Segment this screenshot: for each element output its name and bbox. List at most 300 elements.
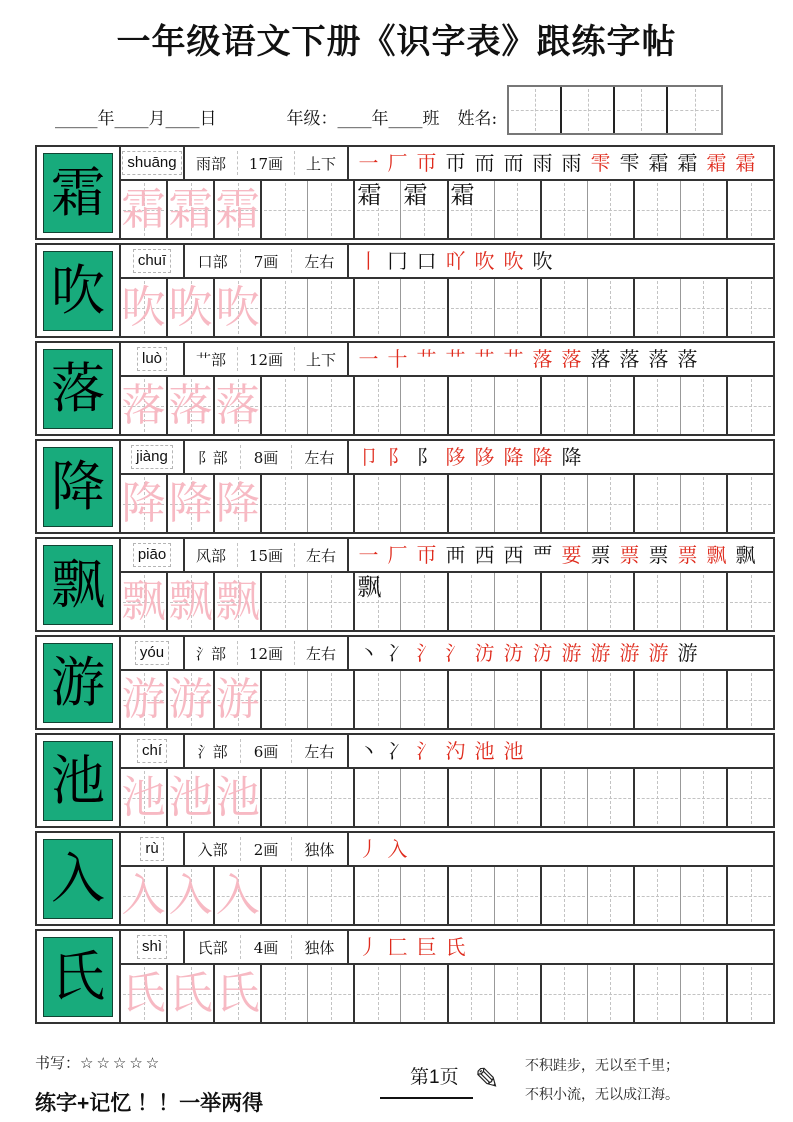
practice-cell xyxy=(635,377,681,434)
practice-cell xyxy=(542,377,588,434)
guide-line-h xyxy=(497,896,538,897)
character-column xyxy=(37,343,121,434)
stroke-order-step: 吹 xyxy=(474,251,495,271)
stroke-order-step: 汋 xyxy=(445,741,466,761)
practice-cell xyxy=(262,671,308,728)
stroke-order-step: 卩 xyxy=(358,447,379,467)
stroke-order-step: 丶 xyxy=(358,643,379,663)
practice-cell xyxy=(449,965,495,1022)
character-green-box: 池 xyxy=(43,741,113,821)
radical-label: 氵部 xyxy=(197,742,228,761)
guide-line-h xyxy=(590,798,631,799)
practice-cell xyxy=(121,965,168,1022)
stroke-order-step: 飘 xyxy=(706,545,727,565)
guide-line-v xyxy=(471,477,472,530)
practice-cell xyxy=(449,867,495,924)
guide-line-v xyxy=(657,673,658,726)
guide-line-h xyxy=(637,406,678,407)
character-row xyxy=(35,341,775,436)
stroke-order-step: 落 xyxy=(561,349,582,369)
guide-line-v xyxy=(751,379,752,432)
practice-cells-row xyxy=(121,965,773,1022)
guide-line-h xyxy=(310,994,351,995)
divider xyxy=(240,837,241,861)
practice-cells-row xyxy=(121,769,773,826)
stroke-order-step: 游 xyxy=(677,643,698,663)
guide-line-v xyxy=(610,967,611,1020)
stroke-order-step: 一 xyxy=(358,153,379,173)
guide-line-v xyxy=(657,771,658,824)
practice-cell xyxy=(635,671,681,728)
trace-character: 吹 xyxy=(215,281,260,333)
stroke-order-band xyxy=(349,545,773,565)
stroke-order-step: 霜 xyxy=(735,153,756,173)
stroke-order-step: 落 xyxy=(648,349,669,369)
guide-line-v xyxy=(378,281,379,334)
stroke-order-step: 口 xyxy=(416,251,437,271)
guide-line-h xyxy=(357,308,398,309)
stroke-order-step: 而 xyxy=(474,153,495,173)
stroke-order-step: 降 xyxy=(503,447,524,467)
guide-line-v xyxy=(657,575,658,628)
trace-character: 霜 xyxy=(121,183,166,235)
guide-line-h xyxy=(730,700,771,701)
practice-cell xyxy=(681,181,728,238)
guide-line-v xyxy=(285,477,286,530)
character-green-box: 飘 xyxy=(43,545,113,625)
practice-cell xyxy=(121,475,168,532)
guide-line-h xyxy=(637,210,678,211)
trace-character: 降 xyxy=(215,477,260,529)
guide-line-h xyxy=(264,504,305,505)
guide-line-h xyxy=(617,110,664,111)
guide-line-h xyxy=(264,994,305,995)
stroke-order-step: 氵 xyxy=(416,643,437,663)
structure-label: 上下 xyxy=(305,350,336,369)
practice-cell xyxy=(635,475,681,532)
stroke-order-step: 艹 xyxy=(503,349,524,369)
stroke-order-step: 汸 xyxy=(474,643,495,663)
guide-line-h xyxy=(590,896,631,897)
pinyin-label: chuī xyxy=(133,249,171,274)
practice-cell xyxy=(681,769,728,826)
guide-line-h xyxy=(590,504,631,505)
practice-cell xyxy=(308,377,355,434)
guide-line-h xyxy=(730,504,771,505)
star-rating-icons: ☆☆☆☆☆ xyxy=(80,1054,163,1072)
practice-cell xyxy=(262,965,308,1022)
practice-cell xyxy=(495,377,542,434)
guide-line-v xyxy=(285,379,286,432)
practice-cell xyxy=(168,279,215,336)
stroke-order-band xyxy=(349,741,773,761)
stroke-order-step: 票 xyxy=(677,545,698,565)
guide-line-v xyxy=(703,575,704,628)
stroke-order-step: 票 xyxy=(648,545,669,565)
guide-line-h xyxy=(264,896,305,897)
practice-cell xyxy=(728,573,773,630)
guide-line-h xyxy=(357,210,398,211)
guide-line-h xyxy=(590,700,631,701)
stroke-order-step: 要 xyxy=(561,545,582,565)
guide-line-h xyxy=(403,798,444,799)
stroke-count-label: 6画 xyxy=(253,742,279,761)
name-grid-cell xyxy=(562,87,615,133)
pinyin-cell xyxy=(121,441,185,473)
practice-cell xyxy=(168,769,215,826)
guide-line-h xyxy=(451,602,492,603)
guide-line-h xyxy=(637,602,678,603)
character-green-box: 霜 xyxy=(43,153,113,233)
guide-line-v xyxy=(331,281,332,334)
practice-cell xyxy=(588,769,635,826)
divider xyxy=(291,837,292,861)
guide-line-v xyxy=(331,183,332,236)
guide-line-h xyxy=(357,798,398,799)
character-column xyxy=(37,931,121,1022)
practice-cell xyxy=(635,965,681,1022)
stroke-order-step: 冫 xyxy=(387,643,408,663)
practice-cell xyxy=(728,475,773,532)
stroke-count-label: 12画 xyxy=(248,644,284,663)
stroke-order-step: 霜 xyxy=(677,153,698,173)
guide-line-h xyxy=(730,798,771,799)
stroke-order-step: 池 xyxy=(503,741,524,761)
stroke-count-label: 15画 xyxy=(248,546,284,565)
practice-cell xyxy=(262,377,308,434)
practice-cell xyxy=(495,867,542,924)
guide-line-v xyxy=(564,477,565,530)
guide-line-v xyxy=(378,477,379,530)
pinyin-label: jiàng xyxy=(131,445,173,470)
practice-cell xyxy=(355,377,401,434)
class-fill-line: 年级：____年____班 xyxy=(286,109,440,129)
guide-line-h xyxy=(403,994,444,995)
trace-character: 入 xyxy=(215,869,260,921)
practice-cell xyxy=(635,867,681,924)
guide-line-h xyxy=(497,994,538,995)
divider xyxy=(291,935,292,959)
row-right xyxy=(121,931,773,1022)
practice-cell xyxy=(308,965,355,1022)
trace-character: 池 xyxy=(121,771,166,823)
info-cell xyxy=(185,931,349,963)
stroke-order-step: 雫 xyxy=(619,153,640,173)
practice-cell xyxy=(588,671,635,728)
guide-line-v xyxy=(751,869,752,922)
practice-cell xyxy=(121,867,168,924)
guide-line-h xyxy=(497,798,538,799)
divider xyxy=(240,445,241,469)
practice-cell xyxy=(728,181,773,238)
row-info-strip xyxy=(121,441,773,475)
guide-line-v xyxy=(610,379,611,432)
stroke-order-step: 艹 xyxy=(474,349,495,369)
guide-line-v xyxy=(517,967,518,1020)
guide-line-v xyxy=(751,673,752,726)
trace-character: 落 xyxy=(215,379,260,431)
practice-cell xyxy=(308,573,355,630)
practice-cells-row xyxy=(121,573,773,630)
guide-line-h xyxy=(403,308,444,309)
guide-line-h xyxy=(451,406,492,407)
guide-line-h xyxy=(497,210,538,211)
stroke-order-step: 池 xyxy=(474,741,495,761)
guide-line-h xyxy=(264,700,305,701)
guide-line-v xyxy=(703,771,704,824)
stroke-order-step: 游 xyxy=(648,643,669,663)
practice-cell xyxy=(355,867,401,924)
character-row xyxy=(35,145,775,240)
practice-cell xyxy=(215,867,262,924)
guide-line-h xyxy=(637,798,678,799)
structure-label: 上下 xyxy=(305,154,336,173)
practice-cell xyxy=(495,671,542,728)
trace-character: 池 xyxy=(215,771,260,823)
guide-line-v xyxy=(517,869,518,922)
practice-cell xyxy=(495,769,542,826)
practice-cell xyxy=(495,573,542,630)
stroke-order-step: 雨 xyxy=(532,153,553,173)
practice-cell xyxy=(355,671,401,728)
stroke-order-step: 汸 xyxy=(532,643,553,663)
guide-line-h xyxy=(264,308,305,309)
divider xyxy=(240,935,241,959)
row-right xyxy=(121,147,773,238)
guide-line-v xyxy=(424,477,425,530)
guide-line-h xyxy=(730,896,771,897)
guide-line-v xyxy=(424,575,425,628)
guide-line-h xyxy=(544,700,585,701)
radical-label: 氵部 xyxy=(195,644,226,663)
row-right xyxy=(121,637,773,728)
stroke-order-band xyxy=(349,251,773,271)
guide-line-h xyxy=(730,308,771,309)
guide-line-h xyxy=(451,210,492,211)
stroke-order-step: 一 xyxy=(358,545,379,565)
guide-line-h xyxy=(357,896,398,897)
trace-character: 氏 xyxy=(121,967,166,1019)
practice-cell xyxy=(355,181,401,238)
practice-cell xyxy=(542,867,588,924)
practice-cell xyxy=(728,279,773,336)
guide-line-h xyxy=(310,602,351,603)
trace-character: 降 xyxy=(168,477,213,529)
practice-cell xyxy=(635,181,681,238)
practice-cell xyxy=(728,671,773,728)
guide-line-v xyxy=(657,477,658,530)
guide-line-h xyxy=(310,798,351,799)
guide-line-h xyxy=(544,210,585,211)
info-cell xyxy=(185,637,349,669)
guide-line-h xyxy=(683,994,724,995)
guide-line-v xyxy=(285,673,286,726)
guide-line-h xyxy=(637,994,678,995)
guide-line-h xyxy=(590,602,631,603)
practice-cell xyxy=(308,867,355,924)
guide-line-h xyxy=(451,798,492,799)
guide-line-h xyxy=(544,896,585,897)
stroke-order-step: 飘 xyxy=(735,545,756,565)
guide-line-v xyxy=(517,281,518,334)
stroke-order-step: 落 xyxy=(532,349,553,369)
guide-line-v xyxy=(331,869,332,922)
character-green-box: 入 xyxy=(43,839,113,919)
practice-cell xyxy=(588,867,635,924)
practice-cell xyxy=(308,279,355,336)
trace-character: 氏 xyxy=(215,967,260,1019)
info-cell xyxy=(185,833,349,865)
practice-cell xyxy=(401,573,448,630)
guide-line-h xyxy=(310,308,351,309)
practice-cell xyxy=(401,377,448,434)
row-info-strip xyxy=(121,147,773,181)
pinyin-label: shuāng xyxy=(122,151,181,176)
name-label: 姓名: xyxy=(457,109,498,129)
stroke-order-step: 阝 xyxy=(387,447,408,467)
pinyin-label: yóu xyxy=(135,641,169,666)
guide-line-h xyxy=(683,210,724,211)
practice-cell xyxy=(588,181,635,238)
pinyin-cell xyxy=(121,637,185,669)
guide-line-v xyxy=(517,183,518,236)
divider xyxy=(237,151,238,175)
guide-line-h xyxy=(451,700,492,701)
row-right xyxy=(121,539,773,630)
stroke-order-band xyxy=(349,937,773,957)
practice-cell xyxy=(121,671,168,728)
guide-line-v xyxy=(331,967,332,1020)
guide-line-v xyxy=(564,673,565,726)
guide-line-h xyxy=(264,798,305,799)
character-column xyxy=(37,539,121,630)
practice-cell xyxy=(121,377,168,434)
guide-line-h xyxy=(730,602,771,603)
guide-line-v xyxy=(424,673,425,726)
guide-line-h xyxy=(497,700,538,701)
name-grid-cell xyxy=(615,87,668,133)
divider xyxy=(237,347,238,371)
pinyin-label: chí xyxy=(137,739,167,764)
divider xyxy=(291,445,292,469)
guide-line-h xyxy=(590,406,631,407)
guide-line-v xyxy=(703,477,704,530)
guide-line-h xyxy=(310,504,351,505)
pinyin-cell xyxy=(121,343,185,375)
guide-line-v xyxy=(471,281,472,334)
stroke-order-step: 氵 xyxy=(445,643,466,663)
guide-line-v xyxy=(471,869,472,922)
guide-line-h xyxy=(544,504,585,505)
stroke-count-label: 4画 xyxy=(253,938,279,957)
stroke-order-step: 匚 xyxy=(387,937,408,957)
trace-character: 游 xyxy=(168,673,213,725)
practice-cell xyxy=(168,965,215,1022)
guide-line-v xyxy=(378,379,379,432)
guide-line-v xyxy=(751,281,752,334)
practice-cell xyxy=(262,867,308,924)
quote-line-2: 不积小流，无以成江海。 xyxy=(525,1087,679,1104)
guide-line-v xyxy=(657,967,658,1020)
trace-character: 入 xyxy=(121,869,166,921)
guide-line-v xyxy=(564,967,565,1020)
slogan-text: 练字+记忆 ！！一举两得 xyxy=(35,1092,264,1115)
stroke-order-step: 一 xyxy=(358,349,379,369)
practice-cell xyxy=(495,181,542,238)
practice-cells-row xyxy=(121,181,773,238)
practice-cell xyxy=(401,965,448,1022)
row-info-strip xyxy=(121,931,773,965)
guide-line-v xyxy=(751,575,752,628)
guide-line-h xyxy=(544,406,585,407)
character-row xyxy=(35,929,775,1024)
guide-line-h xyxy=(637,700,678,701)
row-info-strip xyxy=(121,637,773,671)
practice-cell xyxy=(401,279,448,336)
guide-line-v xyxy=(535,89,536,131)
stroke-order-step: 霜 xyxy=(706,153,727,173)
guide-line-h xyxy=(264,210,305,211)
guide-line-v xyxy=(331,575,332,628)
stroke-count-label: 17画 xyxy=(248,154,284,173)
pinyin-cell xyxy=(121,735,185,767)
practice-cell xyxy=(681,573,728,630)
divider xyxy=(240,739,241,763)
guide-line-v xyxy=(378,673,379,726)
practice-cell xyxy=(681,867,728,924)
divider xyxy=(291,249,292,273)
footer xyxy=(35,1052,775,1117)
radical-label: 雨部 xyxy=(195,154,226,173)
practice-cells-row xyxy=(121,377,773,434)
row-info-strip xyxy=(121,833,773,867)
practice-cell xyxy=(588,279,635,336)
practice-cell xyxy=(449,377,495,434)
structure-label: 左右 xyxy=(304,252,335,271)
practice-cell xyxy=(728,377,773,434)
stroke-order-step: 帀 xyxy=(416,153,437,173)
practice-cell xyxy=(588,475,635,532)
character-column xyxy=(37,833,121,924)
practice-cells-row xyxy=(121,279,773,336)
practice-cells-row xyxy=(121,475,773,532)
written-character: 霜 xyxy=(450,181,475,209)
guide-line-h xyxy=(357,700,398,701)
stroke-order-step: 吹 xyxy=(532,251,553,271)
practice-cell xyxy=(588,965,635,1022)
trace-character: 池 xyxy=(168,771,213,823)
character-column xyxy=(37,147,121,238)
guide-line-h xyxy=(683,700,724,701)
stroke-order-step: 覀 xyxy=(532,545,553,565)
stroke-order-step: 襾 xyxy=(445,545,466,565)
practice-cell xyxy=(121,279,168,336)
pen-icon: ✎ xyxy=(474,1063,500,1096)
divider xyxy=(294,641,295,665)
guide-line-h xyxy=(590,210,631,211)
practice-cell xyxy=(542,279,588,336)
quote-line-1: 不积跬步，无以至千里； xyxy=(525,1058,679,1074)
guide-line-v xyxy=(751,183,752,236)
guide-line-v xyxy=(610,183,611,236)
guide-line-h xyxy=(590,308,631,309)
stroke-order-step: 落 xyxy=(619,349,640,369)
guide-line-v xyxy=(285,967,286,1020)
guide-line-v xyxy=(751,477,752,530)
stroke-order-step: 吹 xyxy=(503,251,524,271)
guide-line-v xyxy=(657,183,658,236)
radical-label: 入部 xyxy=(197,840,228,859)
